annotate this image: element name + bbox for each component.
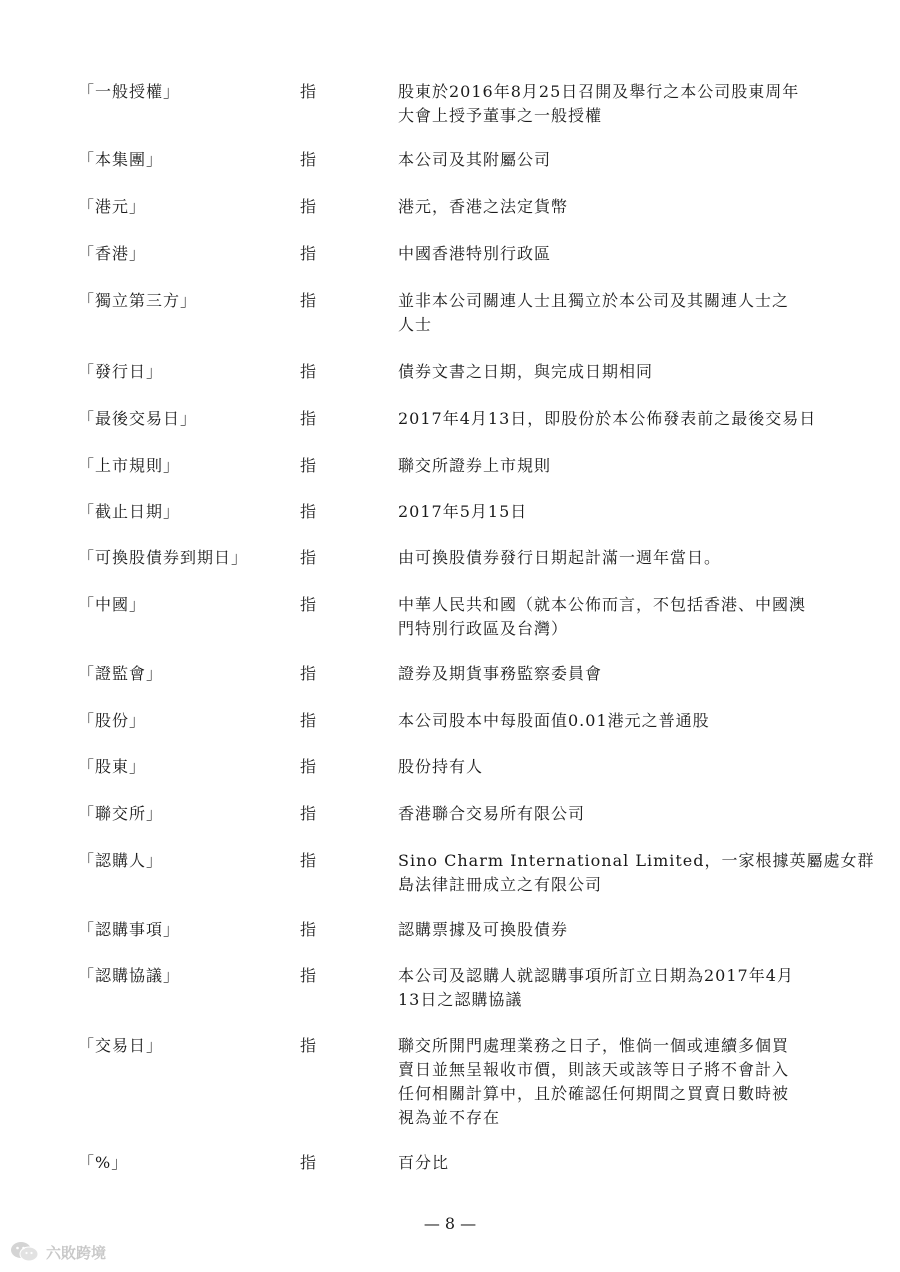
definition-line: 股份持有人 xyxy=(398,757,484,776)
means-label: 指 xyxy=(300,409,317,428)
definition-term: 「聯交所」 xyxy=(78,804,164,823)
definition-line: 聯交所證券上市規則 xyxy=(398,456,552,475)
means-label: 指 xyxy=(300,197,317,216)
definition-text xyxy=(398,802,838,826)
definition-term: 「獨立第三方」 xyxy=(78,291,198,310)
definition-line: 13日之認購協議 xyxy=(398,990,523,1009)
means-label: 指 xyxy=(300,920,317,939)
definition-line: 百分比 xyxy=(398,1153,450,1172)
definition-term: 「最後交易日」 xyxy=(78,409,198,428)
means-label: 指 xyxy=(300,291,317,310)
definition-line: 證券及期貨事務監察委員會 xyxy=(398,664,603,683)
means-label: 指 xyxy=(300,595,317,614)
definition-term: 「一般授權」 xyxy=(78,82,181,101)
watermark-text: 六敗跨境 xyxy=(46,1243,107,1262)
means-label: 指 xyxy=(300,851,317,870)
means-label: 指 xyxy=(300,757,317,776)
definition-term: 「證監會」 xyxy=(78,664,164,683)
definition-term: 「認購協議」 xyxy=(78,966,181,985)
definition-line: 股東於2016年8月25日召開及舉行之本公司股東周年 xyxy=(398,82,800,101)
definition-term: 「香港」 xyxy=(78,244,147,263)
definition-line: 認購票據及可換股債券 xyxy=(398,920,569,939)
watermark xyxy=(10,1240,106,1264)
definition-line: 2017年4月13日，即股份於本公佈發表前之最後交易日 xyxy=(398,409,817,428)
means-label: 指 xyxy=(300,244,317,263)
means-label: 指 xyxy=(300,548,317,567)
definition-line: 聯交所開門處理業務之日子，惟倘一個或連續多個買 xyxy=(398,1036,790,1055)
definition-line: 中華人民共和國（就本公佈而言，不包括香港、中國澳 xyxy=(398,595,807,614)
means-label: 指 xyxy=(300,150,317,169)
definition-line: 2017年5月15日 xyxy=(398,502,528,521)
definition-line: 由可換股債券發行日期起計滿一週年當日。 xyxy=(398,548,722,567)
definition-term: 「股東」 xyxy=(78,757,147,776)
definition-term: 「本集團」 xyxy=(78,150,164,169)
definition-term: 「%」 xyxy=(78,1153,129,1172)
definition-line: 本公司股本中每股面值0.01港元之普通股 xyxy=(398,711,710,730)
definition-text xyxy=(398,1151,838,1175)
definition-text xyxy=(398,1034,838,1130)
definition-text xyxy=(398,662,838,686)
definition-text xyxy=(398,755,838,779)
definition-line: 任何相關計算中，且於確認任何期間之買賣日數時被 xyxy=(398,1084,790,1103)
definition-text xyxy=(398,80,838,128)
definition-line: 香港聯合交易所有限公司 xyxy=(398,804,586,823)
definition-term: 「發行日」 xyxy=(78,362,164,381)
definition-line: 並非本公司關連人士且獨立於本公司及其關連人士之 xyxy=(398,291,790,310)
definition-text xyxy=(398,849,875,897)
definition-text xyxy=(398,593,838,641)
definition-line: 大會上授予董事之一般授權 xyxy=(398,106,603,125)
definition-text xyxy=(398,407,838,431)
definition-term: 「港元」 xyxy=(78,197,147,216)
definition-text xyxy=(398,964,838,1012)
definition-line: 本公司及其附屬公司 xyxy=(398,150,552,169)
definition-line: 島法律註冊成立之有限公司 xyxy=(398,875,603,894)
means-label: 指 xyxy=(300,966,317,985)
definition-text xyxy=(398,242,838,266)
means-label: 指 xyxy=(300,1153,317,1172)
definition-text xyxy=(398,709,838,733)
means-label: 指 xyxy=(300,664,317,683)
means-label: 指 xyxy=(300,502,317,521)
definition-term: 「認購人」 xyxy=(78,851,164,870)
wechat-logo-icon xyxy=(10,1241,40,1263)
means-label: 指 xyxy=(300,711,317,730)
definition-term: 「股份」 xyxy=(78,711,147,730)
definition-line: 賣日並無呈報收市價，則該天或該等日子將不會計入 xyxy=(398,1060,790,1079)
page-number: — 8 — xyxy=(423,1214,477,1233)
definition-term: 「認購事項」 xyxy=(78,920,181,939)
definition-term: 「交易日」 xyxy=(78,1036,164,1055)
definition-text xyxy=(398,360,838,384)
means-label: 指 xyxy=(300,82,317,101)
means-label: 指 xyxy=(300,456,317,475)
definition-term: 「截止日期」 xyxy=(78,502,181,521)
definition-text xyxy=(398,289,838,337)
definition-text xyxy=(398,546,838,570)
definition-text xyxy=(398,148,838,172)
definition-line: 債券文書之日期，與完成日期相同 xyxy=(398,362,654,381)
definition-line: 視為並不存在 xyxy=(398,1108,501,1127)
definition-text xyxy=(398,195,838,219)
definition-term: 「中國」 xyxy=(78,595,147,614)
definition-line: 港元，香港之法定貨幣 xyxy=(398,197,569,216)
means-label: 指 xyxy=(300,804,317,823)
definition-line: 本公司及認購人就認購事項所訂立日期為2017年4月 xyxy=(398,966,794,985)
definition-term: 「上市規則」 xyxy=(78,456,181,475)
means-label: 指 xyxy=(300,1036,317,1055)
definition-line: Sino Charm International Limited，一家根據英屬處女群 xyxy=(398,851,875,870)
definition-line: 門特別行政區及台灣） xyxy=(398,619,569,638)
definition-line: 中國香港特別行政區 xyxy=(398,244,552,263)
definition-text xyxy=(398,918,838,942)
definition-text xyxy=(398,500,838,524)
definition-text xyxy=(398,454,838,478)
definition-term: 「可換股債券到期日」 xyxy=(78,548,249,567)
definition-line: 人士 xyxy=(398,315,433,334)
means-label: 指 xyxy=(300,362,317,381)
